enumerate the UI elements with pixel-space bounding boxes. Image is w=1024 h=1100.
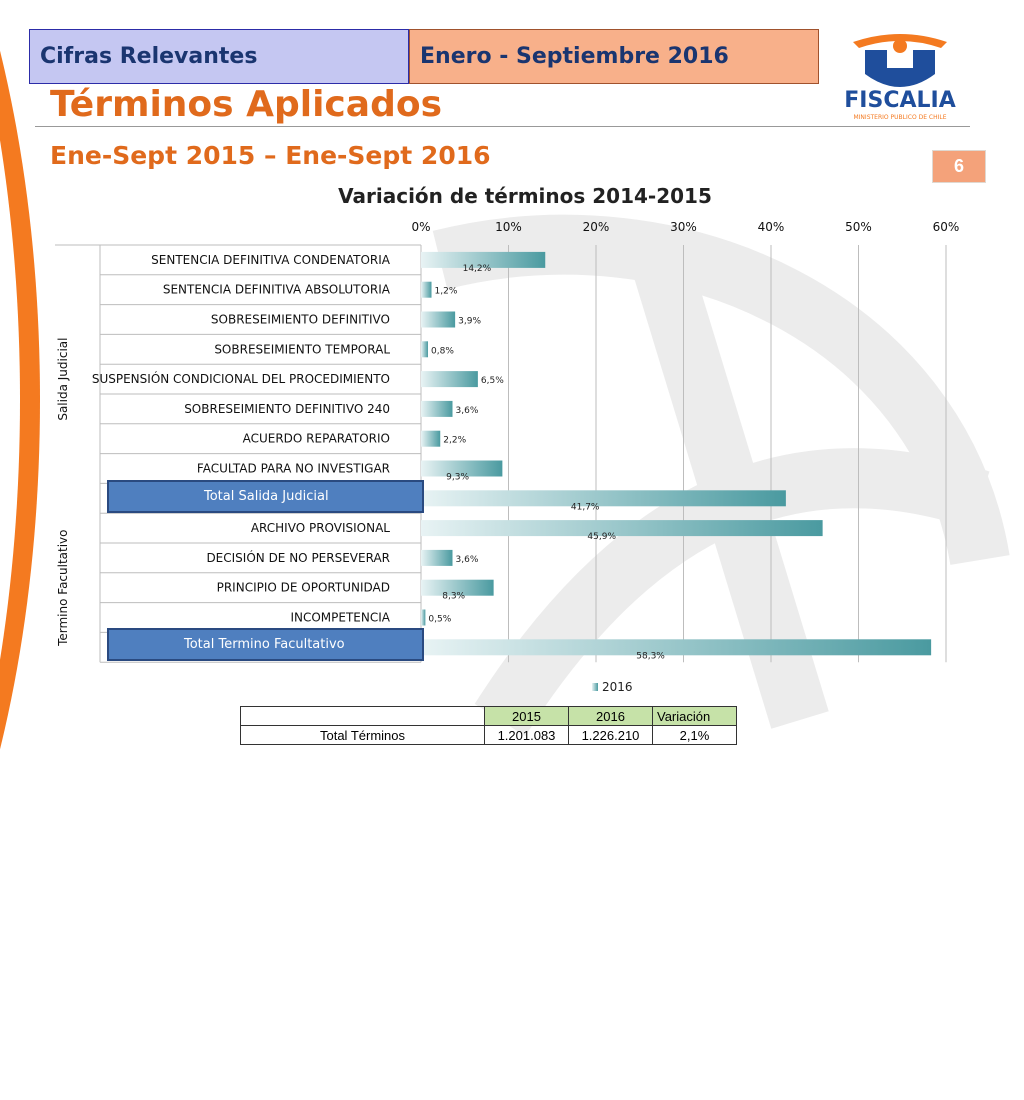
page-number-badge: 6 (932, 150, 986, 183)
header-section-label: Cifras Relevantes (29, 29, 409, 84)
x-tick-label: 60% (932, 220, 960, 234)
bar-value-label: 6,5% (480, 376, 504, 387)
bar-value-label: 1,2% (434, 286, 458, 297)
page-subtitle: Ene-Sept 2015 – Ene-Sept 2016 (50, 141, 491, 170)
group-label: Termino Facultativo (56, 529, 70, 646)
bar-value-label: 3,9% (458, 316, 481, 327)
category-label: INCOMPETENCIA (290, 610, 390, 625)
bar (421, 401, 453, 417)
bar-value-label: 0,8% (431, 346, 454, 357)
x-tick-label: 10% (495, 220, 522, 234)
bar (421, 639, 931, 655)
total-termino-facultativo-box: Total Termino Facultativo (107, 628, 424, 661)
group-label: Salida Judicial (56, 337, 70, 421)
logo-wordmark: FISCALIA (844, 88, 956, 113)
bar-value-label: 0,5% (428, 614, 452, 625)
bar-value-label: 9,3% (446, 472, 470, 483)
bar-value-label: 3,6% (455, 405, 479, 416)
summary-header-blank (241, 707, 485, 726)
bar-value-label: 14,2% (462, 263, 492, 274)
bar (421, 282, 432, 298)
category-label: SOBRESEIMIENTO DEFINITIVO 240 (184, 401, 390, 416)
category-label: SENTENCIA DEFINITIVA CONDENATORIA (151, 252, 390, 267)
bar-value-label: 45,9% (587, 532, 617, 543)
total-salida-judicial-box: Total Salida Judicial (107, 480, 424, 513)
bar-value-label: 41,7% (570, 502, 600, 513)
category-label: ACUERDO REPARATORIO (242, 431, 390, 446)
x-tick-label: 20% (582, 220, 610, 234)
bar-value-label: 3,6% (455, 554, 479, 565)
bar (421, 490, 786, 506)
category-label: ARCHIVO PROVISIONAL (250, 521, 390, 536)
chart-title: Variación de términos 2014-2015 (338, 184, 712, 208)
page-title: Términos Aplicados (50, 84, 442, 125)
summary-value-2015: 1.201.083 (485, 726, 569, 745)
chart-legend (592, 680, 633, 694)
bar-value-label: 8,3% (442, 591, 466, 602)
bar (421, 312, 455, 328)
summary-header-row (241, 707, 737, 726)
legend-label: 2016 (602, 680, 633, 694)
x-tick-label: 0% (411, 220, 431, 234)
bar-value-label: 2,2% (443, 435, 467, 446)
category-label: SENTENCIA DEFINITIVA ABSOLUTORIA (162, 282, 390, 297)
summary-data-row (241, 726, 737, 745)
bar (421, 520, 823, 536)
category-label: FACULTAD PARA NO INVESTIGAR (196, 461, 390, 476)
category-label: PRINCIPIO DE OPORTUNIDAD (216, 580, 390, 595)
summary-header-2015: 2015 (485, 707, 569, 726)
x-tick-label: 40% (757, 220, 785, 234)
summary-value-2016: 1.226.210 (569, 726, 653, 745)
category-label: SOBRESEIMIENTO TEMPORAL (214, 342, 390, 357)
x-tick-label: 50% (845, 220, 872, 234)
category-label: DECISIÓN DE NO PERSEVERAR (206, 550, 390, 565)
category-label: SOBRESEIMIENTO DEFINITIVO (210, 312, 390, 327)
bar (421, 610, 425, 626)
summary-table (240, 706, 737, 745)
bar (421, 341, 428, 357)
bar (421, 371, 478, 387)
x-tick-label: 30% (670, 220, 697, 234)
legend-swatch (592, 683, 598, 691)
category-label: SUSPENSIÓN CONDICIONAL DEL PROCEDIMIENTO (91, 372, 390, 387)
bar-value-label: 58,3% (636, 651, 665, 662)
summary-header-variacion: Variación (653, 707, 737, 726)
bar (421, 550, 453, 566)
summary-header-2016: 2016 (569, 707, 653, 726)
bar (421, 431, 440, 447)
summary-row-label: Total Términos (241, 726, 485, 745)
summary-value-variacion: 2,1% (653, 726, 737, 745)
header-period-label: Enero - Septiembre 2016 (409, 29, 819, 84)
logo-subtext: MINISTERIO PUBLICO DE CHILE (853, 114, 947, 121)
